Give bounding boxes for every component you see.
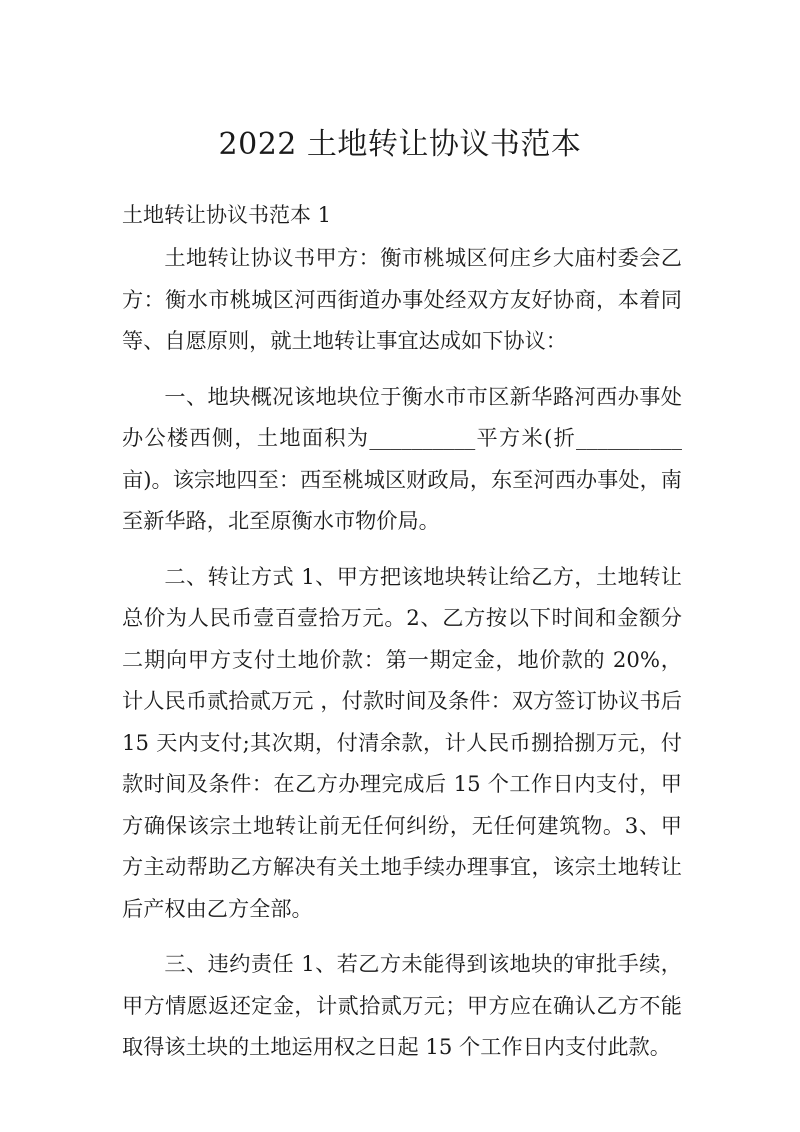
paragraph-plot-overview: 一、地块概况该地块位于衡水市市区新华路河西办事处办公楼西侧，土地面积为__________平方米(折__________亩)。该宗地四至：西至桃城区财政局，东至河西办事处，南至新华路，北至原衡水市物价局。 [122,383,682,533]
paragraph-transfer-method: 二、转让方式 1、甲方把该地块转让给乙方，土地转让总价为人民币壹百壹拾万元。2、乙方按以下时间和金额分二期向甲方支付土地价款：第一期定金，地价款的 20%，计人民币贰拾贰万元 ，付款时间及条件：双方签订协议书后 15 天内支付;其次期，付清余款，计人民币捌拾捌万元，付款时间及条件：在乙方办理完成后 15 个工作日内支付，甲方确保该宗土地转让前无任何纠纷，无任何建筑物。3、甲方主动帮助乙方解决有关土地手续办理事宜，该宗土地转让后产权由乙方全部。 [122,563,682,921]
document-body [122,237,682,1068]
document-subtitle: 土地转让协议书范本 1 [122,203,332,227]
document-title: 2022 土地转让协议书范本 [218,127,582,162]
paragraph-parties: 土地转让协议书甲方：衡市桃城区何庄乡大庙村委会乙方：衡水市桃城区河西街道办事处经双方友好协商，本着同等、自愿原则，就土地转让事宜达成如下协议： [122,245,682,353]
paragraph-liability: 三、违约责任 1、若乙方未能得到该地块的审批手续，甲方情愿返还定金，计贰拾贰万元；甲方应在确认乙方不能取得该土块的土地运用权之日起 15 个工作日内支付此款。 [122,951,682,1059]
